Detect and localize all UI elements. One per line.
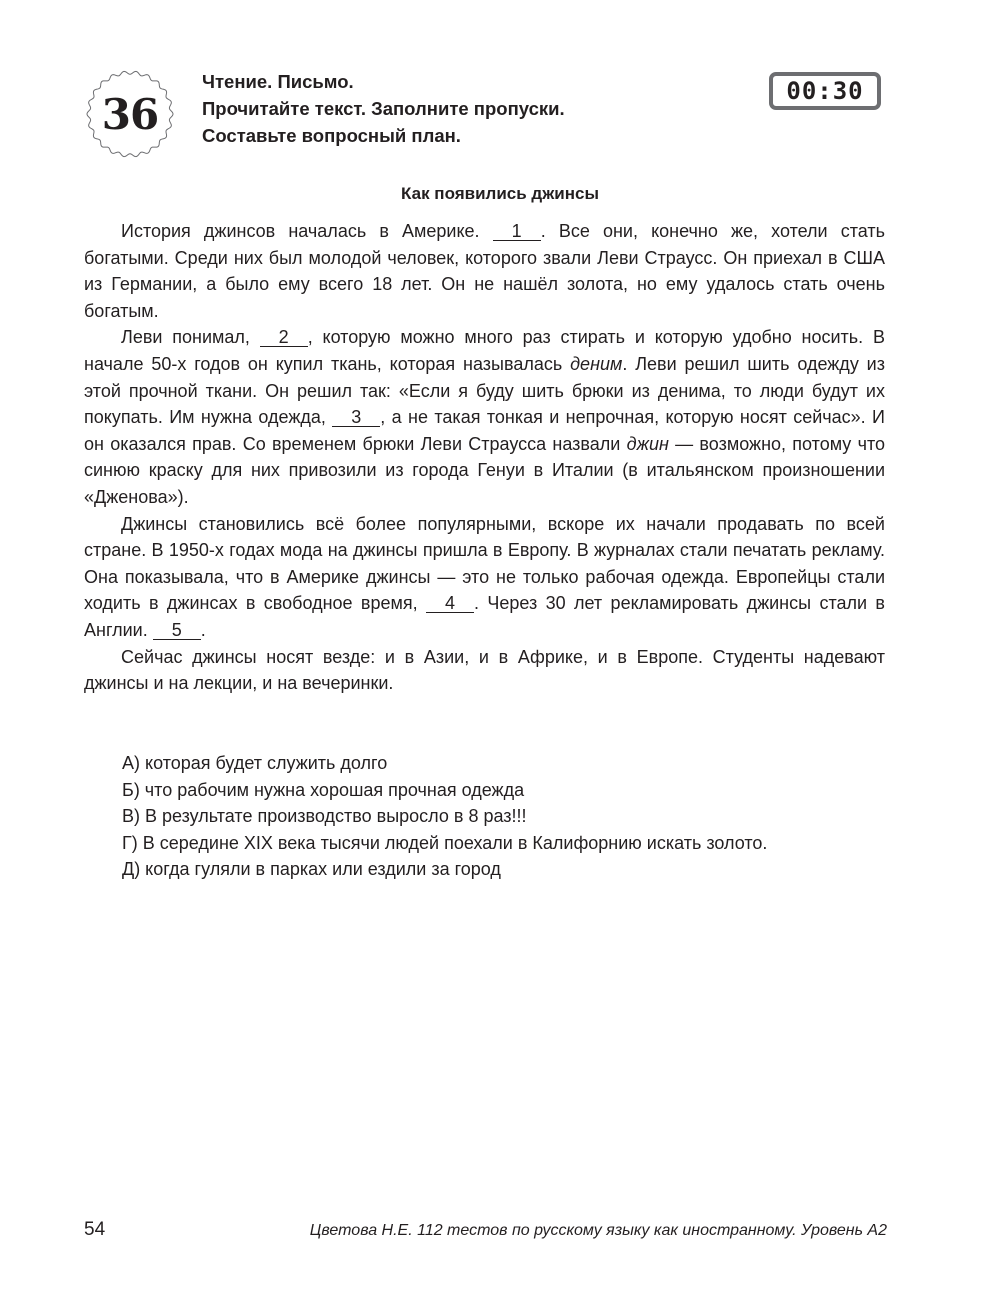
gap-blank: 5	[153, 621, 201, 640]
text-run: — возможно, потому что синюю краску для них привозили из города Генуи в Италии (в итальянском произношении «Дженова»).	[84, 433, 885, 507]
text-run: Леви понимал,	[121, 327, 260, 348]
option-item: Г) В середине XIX века тысячи людей поехали в Калифорнию искать золото.	[122, 832, 768, 853]
gap-blank: 3	[332, 408, 380, 427]
timer-value: 00:30	[786, 77, 864, 105]
option-item: А) которая будет служить долго	[122, 753, 388, 773]
gap-blank: 4	[426, 594, 474, 613]
instruction-line: Составьте вопросный план.	[202, 125, 461, 146]
gap-blank: 2	[260, 328, 308, 347]
italic-term: деним	[570, 353, 623, 374]
option-item: В) В результате производство выросло в 8 раз!!!	[122, 806, 527, 827]
text-run: .	[200, 619, 206, 640]
article-title: Как появились джинсы	[401, 184, 599, 203]
answer-options	[122, 750, 767, 883]
page-number: 54	[84, 1219, 106, 1240]
task-number-badge	[84, 68, 176, 160]
text-run: Джинсы становились всё более популярными, вскоре их начали продавать по всей стране. В 1950-х годах мода на джинсы пришла в Европу. В журналах стали печатать рекламу. Она показывала, что в Америке джинсы — это не только рабочая одежда. Европейцы стали ходить в джинсах в свободное время,	[84, 513, 885, 614]
timer-badge	[769, 72, 881, 110]
text-run: , которую можно много раз стирать и которую удобно носить. В начале 50-х годов он купил ткань, которая называлась	[84, 327, 885, 374]
paragraph	[84, 511, 885, 644]
text-run: . Через 30 лет рекламировать джинсы стали в Англии.	[84, 593, 885, 640]
task-number: 36	[101, 89, 159, 139]
footer-citation: Цветова Н.Е. 112 тестов по русскому языку как иностранному. Уровень А2	[309, 1222, 887, 1239]
text-run: . Леви решил шить одежду из этой прочной ткани. Он решил так: «Если я буду шить брюки из денима, то люди будут их покупать. Им нужна одежда,	[84, 353, 885, 428]
text-run: . Все они, конечно же, хотели стать богатыми. Среди них был молодой человек, которого звали Леви Страусс. Он приехал в США из Германии, а было ему всего 18 лет. Он не нашёл золота, но ему удалось стать очень богатым.	[84, 221, 885, 321]
task-instructions	[202, 68, 565, 149]
instruction-line: Чтение. Письмо.	[202, 71, 354, 92]
text-run: , а не такая тонкая и непрочная, которую носят сейчас». И он оказался прав. Со временем брюки Леви Страусса назвали	[84, 407, 885, 454]
option-item: Д) когда гуляли в парках или ездили за город	[122, 859, 501, 880]
paragraph	[84, 324, 885, 510]
option-item: Б) что рабочим нужна хорошая прочная одежда	[122, 779, 525, 800]
paragraph	[84, 218, 885, 324]
text-run: Сейчас джинсы носят везде: и в Азии, и в Африке, и в Европе. Студенты надевают джинсы и на лекции, и на вечеринки.	[84, 646, 885, 694]
text-run: История джинсов началась в Америке.	[121, 221, 493, 241]
instruction-line: Прочитайте текст. Заполните пропуски.	[202, 98, 565, 119]
article-text	[84, 218, 885, 697]
italic-term: джин	[626, 433, 669, 454]
gap-blank: 1	[493, 222, 541, 241]
paragraph	[84, 644, 885, 697]
